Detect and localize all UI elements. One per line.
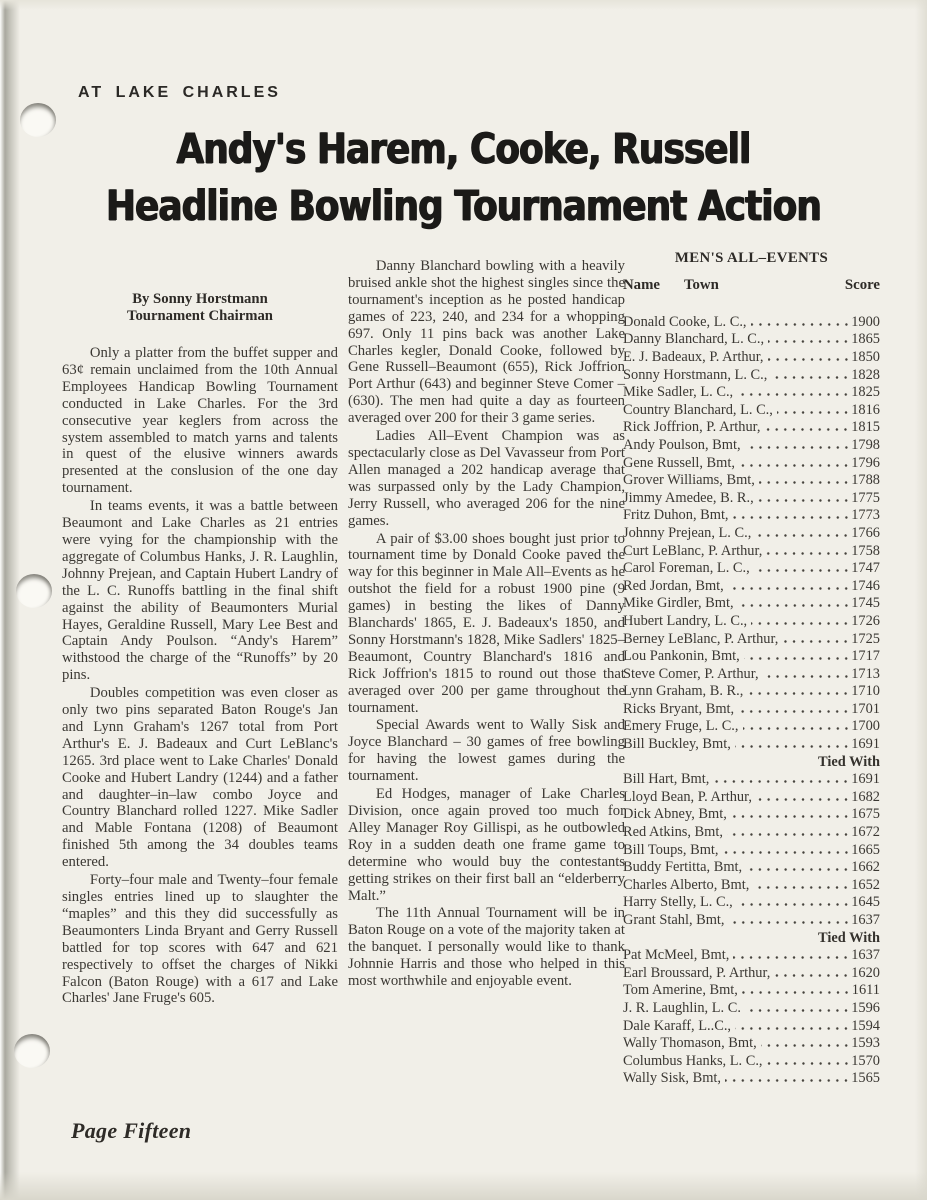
player-name-town: Dale Karaff, L..C.,: [623, 1017, 732, 1034]
dot-leader: [761, 1035, 851, 1053]
player-score: 1611: [851, 982, 880, 999]
article-paragraph: Forty–four male and Twenty–four female singles entries lined up to slaughter the “maples” and this they did successfully as Beaumonters Linda Bryant and Gerry Russell battled for top scores with 647 and 621 respectively to offset the charges of Nikki Falcon (Baton Rouge) with a 617 and Lake Charles' Jane Fruge's 605.: [62, 872, 338, 1007]
score-table-row: [623, 419, 880, 437]
player-name-town: Mike Sadler, L. C.,: [623, 384, 734, 401]
player-score: 1691: [851, 736, 880, 753]
header-spacer: [719, 277, 845, 294]
player-score: 1900: [851, 313, 880, 330]
player-score: 1701: [851, 700, 880, 717]
dot-leader: [744, 648, 850, 666]
score-table-row: [623, 877, 880, 895]
score-table-row: [623, 349, 880, 367]
dot-leader: [746, 859, 850, 877]
player-score: 1645: [851, 894, 880, 911]
player-name-town: Rick Joffrion, P. Arthur,: [623, 419, 761, 436]
score-table-row: [623, 947, 880, 965]
score-table-row: [623, 1018, 880, 1036]
dot-leader: [737, 384, 850, 402]
player-score: 1713: [851, 665, 880, 682]
player-score: 1682: [851, 788, 880, 805]
player-name-town: E. J. Badeaux, P. Arthur,: [623, 349, 764, 365]
player-score: 1691: [851, 771, 880, 788]
article-paragraph: Doubles competition was even closer as only two pins separated Baton Rouge's Jan and Lynn Graham's 1267 total from Port Arthur's E. J. Badeaux and Curt LeBlanc's 1265. 3rd place went to Lake Charles' Donald Cooke and Hubert Landry (1244) and a father and daughter–in–law combo Joyce and Country Blanchard rolled 1227. Mike Sadler and Mable Fontana (1208) of Beaumont finished 5th among the 34 doubles teams entered.: [62, 685, 338, 871]
player-name-town: Lloyd Bean, P. Arthur,: [623, 788, 752, 805]
score-table-row: [623, 824, 880, 842]
player-score: 1796: [851, 454, 880, 471]
dot-leader: [733, 947, 850, 965]
player-score: 1745: [851, 595, 880, 612]
score-table-row: [623, 912, 880, 930]
dot-leader: [713, 771, 850, 789]
dot-leader: [756, 789, 850, 807]
article-paragraph: In teams events, it was a battle between Beaumont and Lake Charles as 21 entries were vying for the championship with the aggregate of Columbus Hanks, J. R. Laughlin, Johnny Prejean, and Captain Hubert Landry of the L. C. Runoffs battling in the final shift against the ability of Beaumonters Murial Hayes, Geraldine Russell, Mary Lee Best and Captain Andy Poulson. “Andy's Harem” withstood the charge of the “Runoffs” by 20 pins.: [62, 498, 338, 684]
dot-leader: [768, 331, 850, 349]
player-score: 1766: [851, 524, 880, 541]
dot-leader: [768, 349, 851, 367]
score-table-row: [623, 560, 880, 578]
score-table-row: [623, 525, 880, 543]
player-name-town: Danny Blanchard, L. C.,: [623, 331, 765, 348]
player-name-town: Lynn Graham, B. R.,: [623, 683, 744, 700]
player-name-town: Earl Broussard, P. Arthur,: [623, 964, 771, 981]
player-name-town: Columbus Hanks, L. C.,: [623, 1052, 763, 1069]
page-edge-bottom: [0, 1172, 927, 1200]
player-score: 1850: [851, 349, 880, 365]
player-name-town: Charles Alberto, Bmt,: [623, 876, 750, 893]
score-table-row: [623, 490, 880, 508]
dot-leader: [727, 824, 850, 842]
dot-leader: [745, 437, 851, 455]
article-column-middle: [348, 258, 625, 990]
dot-leader: [731, 806, 850, 824]
score-table-row: [623, 331, 880, 349]
dot-leader: [729, 912, 851, 930]
player-score: 1675: [851, 806, 880, 823]
player-score: 1652: [851, 876, 880, 893]
player-score: 1665: [851, 841, 880, 858]
player-name-town: Johnny Prejean, L. C.,: [623, 524, 752, 541]
score-table-row: [623, 1070, 880, 1088]
dot-leader: [723, 842, 851, 860]
player-name-town: Pat McMeel, Bmt,: [623, 947, 730, 964]
dot-leader: [774, 965, 850, 983]
dot-leader: [735, 1018, 850, 1036]
player-name-town: Buddy Fertitta, Bmt,: [623, 859, 743, 876]
player-name-town: Red Atkins, Bmt,: [623, 824, 723, 841]
article-column-left: [62, 291, 338, 1007]
score-table-row: [623, 1035, 880, 1053]
player-name-town: Mike Girdler, Bmt,: [623, 595, 734, 612]
article-paragraph: Ed Hodges, manager of Lake Charles Division, once again proved too much for Alley Manager Roy Gillispi, as he outbowled Roy in a sudden death one frame game to determine who would buy the contestants getting strikes on their first ball an “elderberry Malt.”: [348, 786, 625, 904]
player-score: 1725: [851, 630, 880, 647]
middle-column-paragraphs: [348, 258, 625, 990]
score-table-row: [623, 367, 880, 385]
article-paragraph: Only a platter from the buffet supper and 63¢ remain unclaimed from the 10th Annual Employees Handicap Bowling Tournament conducted in Lake Charles. For the 3rd consecutive year keglers from across the system assembled to match yarns and talents in quest of the elusive winners awards presented at the conslusion of the one day tournament.: [62, 345, 338, 497]
player-name-town: Bill Hart, Bmt,: [623, 771, 710, 788]
dot-leader: [753, 877, 850, 895]
player-score: 1788: [851, 472, 880, 489]
headline-line-2: Headline Bowling Tournament Action: [106, 181, 821, 230]
player-name-town: Curt LeBlanc, P. Arthur,: [623, 542, 763, 559]
player-score: 1637: [851, 912, 880, 928]
player-score: 1815: [851, 419, 880, 436]
dot-leader: [742, 982, 851, 1000]
player-name-town: Carol Foreman, L. C.,: [623, 560, 750, 577]
player-name-town: Red Jordan, Bmt,: [623, 577, 724, 594]
player-score: 1758: [851, 542, 880, 559]
page-edge-top: [0, 0, 927, 10]
player-score: 1662: [851, 859, 880, 876]
player-score: 1726: [851, 612, 880, 629]
column-header-name: Name: [623, 276, 660, 293]
dot-leader: [745, 1000, 850, 1018]
dot-leader: [754, 560, 851, 578]
player-score: 1565: [851, 1070, 880, 1087]
player-score: 1700: [851, 718, 880, 735]
score-table-row: [623, 648, 880, 666]
player-score: 1710: [851, 683, 880, 700]
player-score: 1593: [851, 1035, 880, 1052]
player-name-town: Steve Comer, P. Arthur,: [623, 665, 759, 682]
punch-hole-bottom: [14, 1034, 50, 1068]
dot-leader: [755, 525, 850, 543]
all-events-rows: [623, 314, 880, 1088]
dot-leader: [733, 507, 851, 525]
score-table-row: [623, 736, 880, 754]
dot-leader: [728, 578, 850, 596]
score-table-row: [623, 1000, 880, 1018]
dot-leader: [764, 419, 850, 437]
tied-with-label: Tied With: [818, 929, 880, 946]
dot-leader: [743, 718, 851, 736]
score-table-row: [623, 701, 880, 719]
dot-leader: [737, 894, 850, 912]
page-number-label: Page Fifteen: [71, 1118, 192, 1143]
player-score: 1637: [851, 947, 880, 964]
score-table-row: [623, 437, 880, 455]
player-score: 1672: [851, 824, 880, 841]
dot-leader: [759, 472, 850, 490]
score-table-row: [623, 771, 880, 789]
player-name-town: Lou Pankonin, Bmt,: [623, 648, 740, 665]
dot-leader: [771, 367, 850, 385]
score-table-row: [623, 1053, 880, 1071]
left-column-paragraphs: [62, 345, 338, 1007]
score-table-row: [623, 631, 880, 649]
score-table-row: [623, 402, 880, 420]
score-table-row: [623, 842, 880, 860]
article-headline: [0, 120, 927, 234]
article-paragraph: Ladies All–Event Champion was as spectacularly close as Del Vavasseur from Port Allen managed a 202 handicap average that was surpassed only by the Lady Champion, Jerry Russell, who averaged 206 for the nine games.: [348, 428, 625, 529]
score-table-row: [623, 806, 880, 824]
player-name-town: Wally Thomason, Bmt,: [623, 1035, 757, 1052]
all-events-table: [623, 250, 880, 1088]
article-paragraph: A pair of $3.00 shoes bought just prior to tournament time by Donald Cooke paved the way for this beginner in Male All–Events as he outshot the field for a robust 1900 pine (9 games) in besting the likes of Danny Blanchards' 1865, E. J. Badeaux's 1850, and Sonny Horstmann's 1828, Mike Sadlers' 1825–Beaumont, Country Blanchard's 1816 and Rick Joffrion's 1815 to round out those that averaged over 200 per game throughout the tournament.: [348, 530, 625, 716]
player-name-town: Harry Stelly, L. C.,: [623, 894, 733, 911]
byline-author: By Sonny Horstmann: [132, 291, 268, 307]
score-table-row: [623, 455, 880, 473]
dot-leader: [782, 631, 850, 649]
article-paragraph: Danny Blanchard bowling with a heavily bruised ankle shot the highest singles since the tournament's inception as he posted handicap games of 223, 240, and 234 for a whopping 697. Only 11 pins back was another Lake Charles kegler, Donald Cooke, followed by Gene Russell–Beaumont (655), Rick Joffrion Port Arthur (643) and beginner Steve Comer – (630). The men had quite a day as fourteen averaged over 200 for their 3 game series.: [348, 258, 625, 427]
dot-leader: [758, 490, 851, 508]
player-name-town: Bill Buckley, Bmt,: [623, 736, 731, 753]
player-name-town: Hubert Landry, L. C.,: [623, 612, 748, 629]
player-score: 1717: [851, 648, 880, 665]
score-table-row: [623, 666, 880, 684]
player-name-town: Donald Cooke, L. C.,: [623, 313, 747, 330]
player-name-town: Grover Williams, Bmt,: [623, 472, 755, 489]
player-score: 1596: [851, 999, 880, 1016]
player-score: 1828: [851, 366, 880, 383]
score-table-row: [623, 613, 880, 631]
column-header-score: Score: [844, 276, 880, 293]
score-table-row: [623, 595, 880, 613]
player-name-town: Sonny Horstmann, L. C.,: [623, 366, 768, 383]
player-score: 1865: [851, 331, 880, 348]
score-table-row: [623, 718, 880, 736]
player-score: 1746: [851, 577, 880, 594]
column-header-town: Town: [683, 276, 719, 293]
dot-leader: [735, 736, 850, 754]
score-table-row: [623, 384, 880, 402]
score-table-row: [623, 982, 880, 1000]
table-title: MEN'S ALL–EVENTS: [674, 250, 829, 266]
player-name-town: Jimmy Amedee, B. R.,: [623, 489, 754, 506]
player-score: 1594: [851, 1017, 880, 1034]
player-name-town: Wally Sisk, Bmt,: [623, 1070, 721, 1087]
score-table-row: [623, 965, 880, 983]
byline-role: Tournament Chairman: [127, 308, 273, 324]
article-paragraph: The 11th Annual Tournament will be in Baton Rouge on a vote of the majority taken at the banquet. I personally would like to thank Johnnie Harris and those who helped in this most worthwhile and enjoyable event.: [348, 905, 625, 990]
player-score: 1825: [851, 384, 880, 401]
player-score: 1775: [851, 489, 880, 506]
player-name-town: Country Blanchard, L. C.,: [623, 401, 773, 418]
table-header-row: [623, 277, 880, 294]
section-kicker: AT LAKE CHARLES: [78, 84, 281, 101]
player-name-town: Bill Toups, Bmt,: [623, 841, 719, 858]
tied-with-label: Tied With: [818, 753, 880, 770]
player-score: 1570: [851, 1052, 880, 1069]
dot-leader: [751, 314, 851, 332]
player-score: 1620: [851, 964, 880, 981]
score-table-row: [623, 859, 880, 877]
dot-leader: [766, 543, 850, 561]
score-table-row: [623, 894, 880, 912]
score-table-row: [623, 789, 880, 807]
player-name-town: Dick Abney, Bmt,: [623, 806, 727, 823]
player-name-town: Tom Amerine, Bmt,: [623, 982, 738, 999]
player-name-town: Emery Fruge, L. C.,: [623, 718, 739, 735]
dot-leader: [751, 613, 850, 631]
dot-leader: [739, 455, 850, 473]
dot-leader: [763, 666, 851, 684]
score-table-row: [623, 683, 880, 701]
score-table-row: [623, 314, 880, 332]
player-name-town: Grant Stahl, Bmt,: [623, 912, 725, 928]
dot-leader: [738, 595, 851, 613]
player-name-town: Gene Russell, Bmt,: [623, 454, 735, 471]
article-paragraph: Special Awards went to Wally Sisk and Joyce Blanchard – 30 games of free bowling for having the lowest games during the tournament.: [348, 717, 625, 785]
player-score: 1747: [851, 560, 880, 577]
dot-leader: [767, 1053, 851, 1071]
player-name-town: Ricks Bryant, Bmt,: [623, 700, 735, 717]
dot-leader: [725, 1070, 850, 1088]
dot-leader: [777, 402, 850, 420]
dot-leader: [738, 701, 850, 719]
score-table-row: [623, 472, 880, 490]
score-table-row: [623, 543, 880, 561]
punch-hole-middle: [16, 574, 52, 608]
player-name-town: Andy Poulson, Bmt,: [623, 436, 741, 453]
score-table-row: [623, 507, 880, 525]
player-name-town: Fritz Duhon, Bmt,: [623, 507, 729, 524]
player-score: 1773: [851, 507, 880, 524]
player-score: 1798: [851, 436, 880, 453]
player-name-town: J. R. Laughlin, L. C.: [623, 999, 741, 1016]
score-table-row: [623, 578, 880, 596]
player-score: 1816: [851, 401, 880, 418]
dot-leader: [747, 683, 850, 701]
byline: [62, 291, 338, 325]
headline-line-1: Andy's Harem, Cooke, Russell: [176, 124, 751, 173]
player-name-town: Berney LeBlanc, P. Arthur,: [623, 630, 779, 647]
